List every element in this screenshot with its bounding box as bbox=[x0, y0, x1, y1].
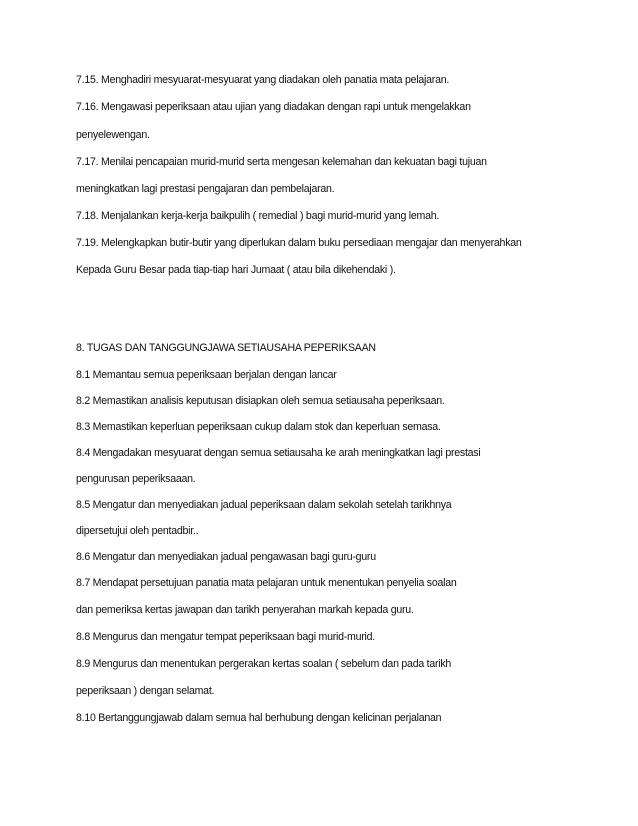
text-line-8-4: 8.4 Mengadakan mesyuarat dengan semua setiausaha ke arah meningkatkan lagi prestasi bbox=[76, 447, 481, 459]
text-line-8-6: 8.6 Mengatur dan menyediakan jadual pengawasan bagi guru-guru bbox=[76, 551, 376, 563]
text-line-8-10: 8.10 Bertanggungjawab dalam semua hal berhubung dengan kelicinan perjalanan bbox=[76, 712, 442, 724]
text-line-8-1: 8.1 Memantau semua peperiksaan berjalan dengan lancar bbox=[76, 369, 337, 381]
text-line-8-2: 8.2 Memastikan analisis keputusan disiapkan oleh semua setiausaha peperiksaan. bbox=[76, 395, 445, 407]
text-line-8-8: 8.8 Mengurus dan mengatur tempat peperiksaan bagi murid-murid. bbox=[76, 631, 375, 643]
text-line-7-16: 7.16. Mengawasi peperiksaan atau ujian yang diadakan dengan rapi untuk mengelakkan bbox=[76, 101, 471, 113]
text-line-7-19-cont: Kepada Guru Besar pada tiap-tiap hari Jumaat ( atau bila dikehendaki ). bbox=[76, 264, 396, 276]
text-line-8-9: 8.9 Mengurus dan menentukan pergerakan kertas soalan ( sebelum dan pada tarikh bbox=[76, 658, 452, 670]
text-line-7-19: 7.19. Melengkapkan butir-butir yang diperlukan dalam buku persediaan mengajar dan menyerahkan bbox=[76, 237, 522, 249]
text-line-8-5: 8.5 Mengatur dan menyediakan jadual peperiksaan dalam sekolah setelah tarikhnya bbox=[76, 499, 452, 511]
text-line-8-7-cont: dan pemeriksa kertas jawapan dan tarikh penyerahan markah kepada guru. bbox=[76, 604, 414, 616]
text-line-7-15: 7.15. Menghadiri mesyuarat-mesyuarat yang diadakan oleh panatia mata pelajaran. bbox=[76, 74, 450, 86]
text-line-8-5-cont: dipersetujui oleh pentadbir.. bbox=[76, 525, 199, 537]
text-line-7-16-cont: penyelewengan. bbox=[76, 129, 150, 141]
text-line-7-17-cont: meningkatkan lagi prestasi pengajaran dan pembelajaran. bbox=[76, 183, 335, 195]
section-heading-8: 8. TUGAS DAN TANGGUNGJAWA SETIAUSAHA PEPERIKSAAN bbox=[76, 342, 376, 354]
text-line-8-9-cont: peperiksaan ) dengan selamat. bbox=[76, 685, 215, 697]
text-line-7-17: 7.17. Menilai pencapaian murid-murid serta mengesan kelemahan dan kekuatan bagi tujuan bbox=[76, 156, 487, 168]
text-line-8-3: 8.3 Memastikan keperluan peperiksaan cukup dalam stok dan keperluan semasa. bbox=[76, 421, 441, 433]
text-line-8-7: 8.7 Mendapat persetujuan panatia mata pelajaran untuk menentukan penyelia soalan bbox=[76, 577, 457, 589]
text-line-7-18: 7.18. Menjalankan kerja-kerja baikpulih ( remedial ) bagi murid-murid yang lemah. bbox=[76, 210, 440, 222]
text-line-8-4-cont: pengurusan peperiksaaan. bbox=[76, 473, 196, 485]
